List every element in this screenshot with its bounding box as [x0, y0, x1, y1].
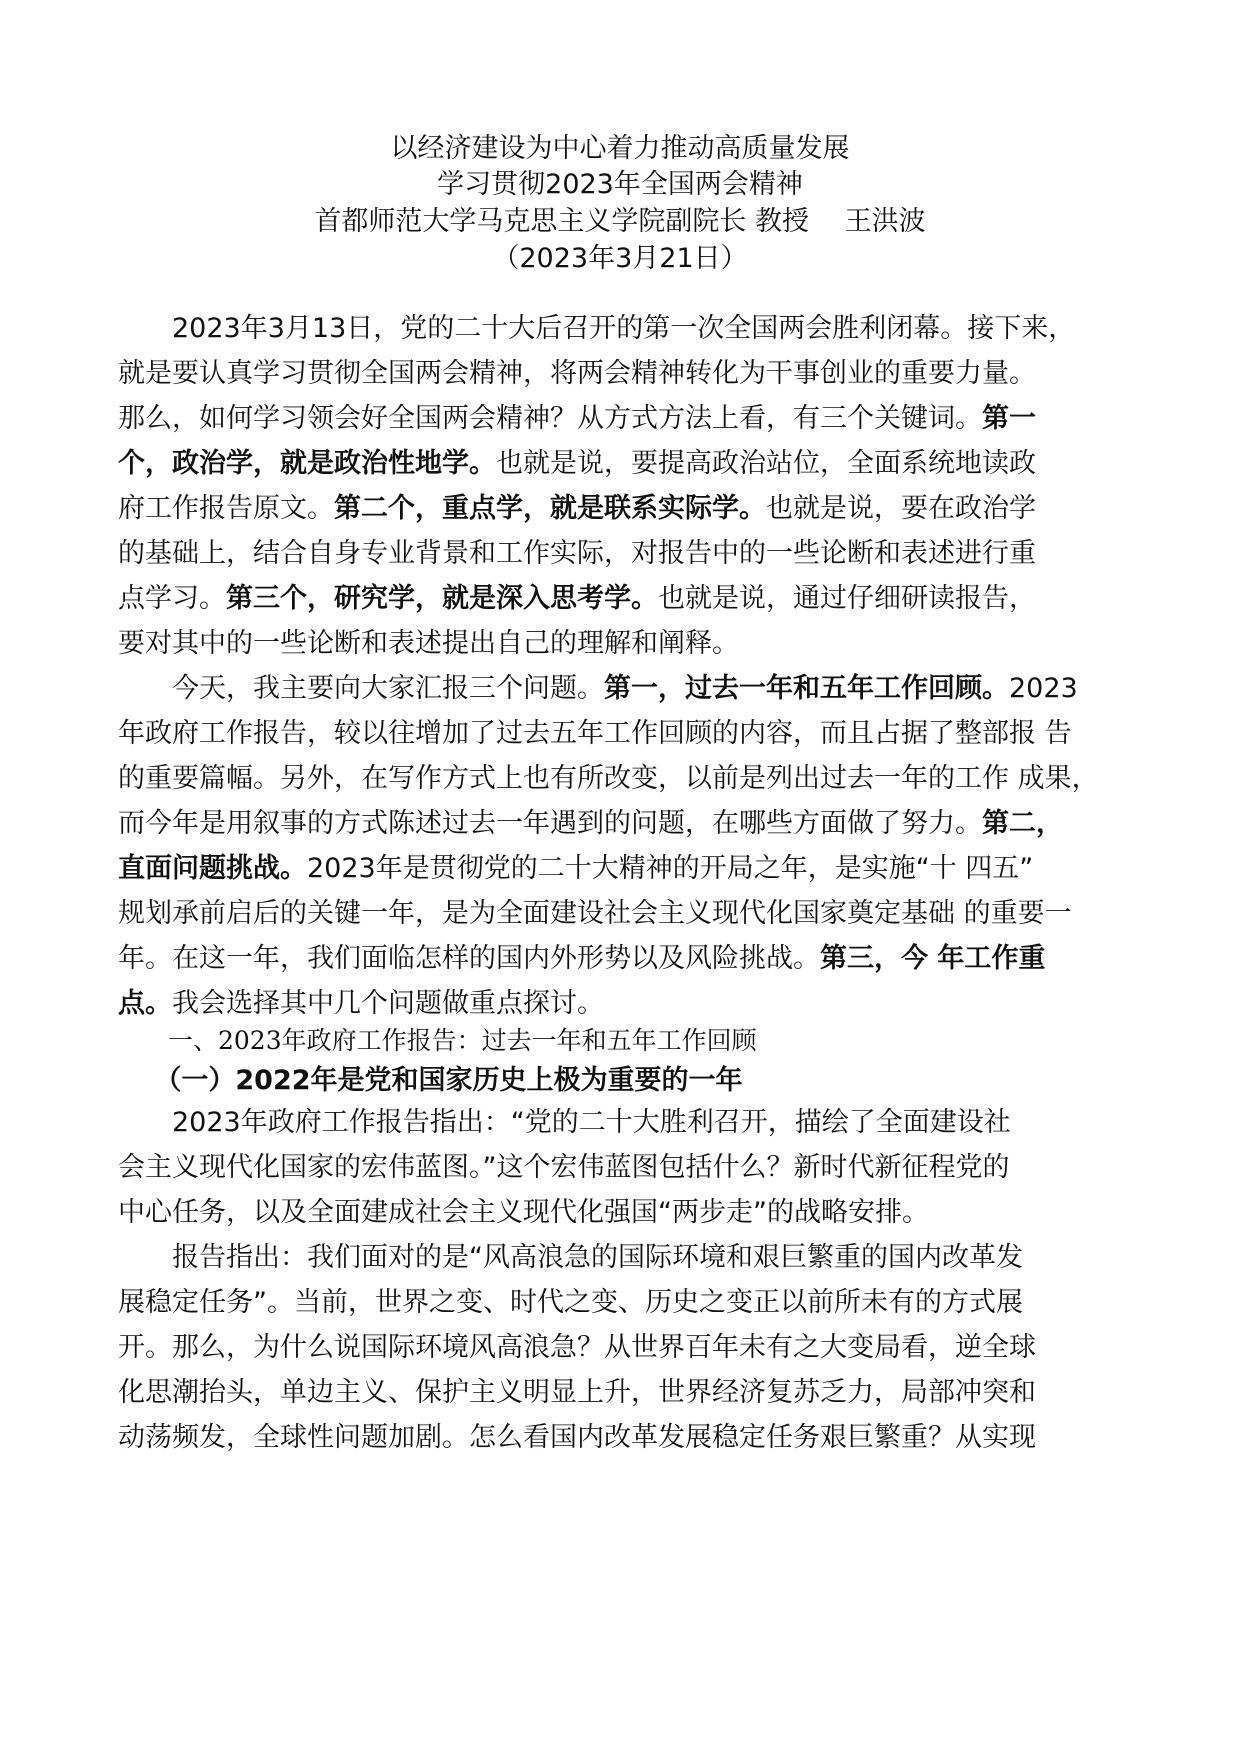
text-run: 规划承前启后的关键一年，是为全面建设社会主义现代化国家奠定基础 的重要一	[118, 898, 1072, 929]
text-line: 展稳定任务”。当前，世界之变、时代之变、历史之变正以前所未有的方式展	[118, 1287, 1023, 1318]
text-line: 报告指出：我们面对的是“风高浪急的国际环境和艰巨繁重的国内改革发	[118, 1242, 1023, 1273]
subsection-heading: （一）2022年是党和国家历史上极为重要的一年	[118, 1065, 743, 1096]
bold-text: 个，政治学，就是政治性地学。	[118, 448, 496, 479]
text-run: 2023	[1009, 673, 1078, 704]
text-run: 也就是说，要提高政治站位，全面系统地读政	[496, 448, 1036, 479]
text-line	[118, 441, 1128, 487]
bold-text: 第一	[982, 403, 1036, 434]
text-line: 开。那么，为什么说国际环境风高浪急？从世界百年未有之大变局看，逆全球	[118, 1332, 1036, 1363]
text-line: 动荡频发，全球性问题加剧。怎么看国内改革发展稳定任务艰巨繁重？从实现	[118, 1422, 1036, 1453]
text-line	[118, 756, 1128, 802]
text-line	[118, 486, 1128, 532]
text-run: 2023年3月13日，党的二十大后召开的第一次全国两会胜利闭幕。接下来，	[118, 313, 1076, 344]
text-line	[118, 306, 1128, 352]
bold-text: 第三，今 年工作重	[820, 943, 1046, 974]
text-line	[118, 936, 1128, 982]
bold-text: 第二，	[982, 808, 1063, 839]
text-run: 要对其中的一些论断和表述提出自己的理解和阐释。	[118, 628, 739, 659]
text-line: 会主义现代化国家的宏伟蓝图。”这个宏伟蓝图包括什么？新时代新征程党的	[118, 1152, 1010, 1183]
text-run: 我会选择其中几个问题做重点探讨。	[172, 988, 604, 1019]
text-line	[118, 351, 1128, 397]
text-run: 年政府工作报告，较以往增加了过去五年工作回顾的内容，而且占据了整部报 告	[118, 718, 1072, 749]
text-run: 就是要认真学习贯彻全国两会精神，将两会精神转化为干事创业的重要力量。	[118, 358, 1036, 389]
bold-text: 第二个，重点学，就是联系实际学。	[334, 493, 766, 524]
text-line: 化思潮抬头，单边主义、保护主义明显上升，世界经济复苏乏力，局部冲突和	[118, 1377, 1036, 1408]
text-line	[118, 666, 1128, 712]
document-title: 以经济建设为中心着力推动高质量发展	[390, 133, 850, 164]
text-line	[118, 891, 1128, 937]
text-run: 那么，如何学习领会好全国两会精神？从方式方法上看，有三个关键词。	[118, 403, 982, 434]
document-subtitle: 学习贯彻2023年全国两会精神	[437, 169, 803, 200]
bold-text: 直面问题挑战。	[118, 853, 307, 884]
text-run: 的重要篇幅。另外，在写作方式上也有所改变，以前是列出过去一年的工作 成果，	[118, 763, 1099, 794]
date-line: （2023年3月21日）	[492, 243, 748, 274]
bold-text: 点。	[118, 988, 172, 1019]
text-line	[118, 576, 1128, 622]
text-run: 今天，我主要向大家汇报三个问题。	[118, 673, 604, 704]
text-run: 也就是说，通过仔细研读报告，	[658, 583, 1036, 614]
section-heading: 一、2023年政府工作报告：过去一年和五年工作回顾	[118, 1026, 757, 1055]
text-line	[118, 801, 1128, 847]
author-line: 首都师范大学马克思主义学院副院长 教授 王洪波	[314, 206, 926, 237]
bold-text: 第一，过去一年和五年工作回顾。	[604, 673, 1009, 704]
text-line	[118, 531, 1128, 577]
text-line	[118, 621, 1128, 667]
text-run: 2023年是贯彻党的二十大精神的开局之年，是实施“十 四五”	[307, 853, 1034, 884]
text-line: 中心任务，以及全面建成社会主义现代化强国“两步走”的战略安排。	[118, 1197, 929, 1228]
text-run: 年。在这一年，我们面临怎样的国内外形势以及风险挑战。	[118, 943, 820, 974]
text-run: 而今年是用叙事的方式陈述过去一年遇到的问题，在哪些方面做了努力。	[118, 808, 982, 839]
text-line	[118, 396, 1128, 442]
text-line	[118, 846, 1128, 892]
text-run: 点学习。	[118, 583, 226, 614]
text-run: 的基础上，结合自身专业背景和工作实际，对报告中的一些论断和表述进行重	[118, 538, 1036, 569]
text-line	[118, 711, 1128, 757]
text-run: 府工作报告原文。	[118, 493, 334, 524]
text-line: 2023年政府工作报告指出：“党的二十大胜利召开，描绘了全面建设社	[118, 1107, 1011, 1138]
bold-text: 第三个，研究学，就是深入思考学。	[226, 583, 658, 614]
text-run: 也就是说，要在政治学	[766, 493, 1036, 524]
